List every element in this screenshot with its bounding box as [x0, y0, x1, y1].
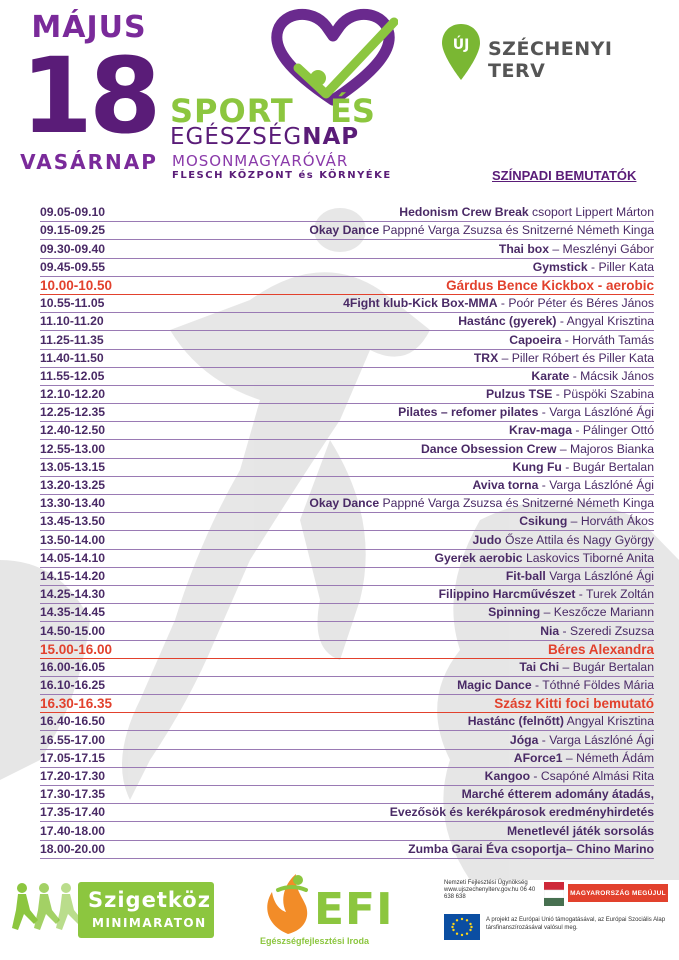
schedule-row: [40, 440, 654, 458]
schedule-activity: [190, 442, 654, 458]
schedule-row: [40, 713, 654, 731]
activity-name: Jóga: [509, 732, 539, 747]
schedule-activity: [190, 714, 654, 730]
schedule-activity: [190, 314, 654, 330]
activity-detail: - Turek Zoltán: [575, 587, 654, 602]
activity-detail: Ősze Attila és Nagy György: [501, 532, 654, 547]
logo-sport-text: SPORT: [170, 92, 294, 130]
activity-detail: Angyal Krisztina: [563, 714, 654, 729]
schedule-time: 09.15-09.25: [40, 223, 106, 238]
schedule-activity: [190, 605, 654, 621]
efi-subtitle: Egészségfejlesztési Iroda: [260, 936, 370, 946]
schedule-time: 14.50-15.00: [40, 623, 106, 638]
activity-detail: - Szeredi Zsuzsa: [559, 623, 654, 638]
schedule-time: 13.20-13.25: [40, 478, 106, 492]
logo-nap-text: NAP: [302, 124, 360, 150]
schedule-activity: [190, 405, 654, 421]
activity-name: Pilates – refomer pilates: [398, 405, 539, 420]
schedule-row: [40, 313, 654, 331]
logo-health-day-text: [170, 124, 359, 150]
activity-detail: Varga Lászlóné Ági: [545, 568, 654, 583]
schedule-activity: [190, 223, 654, 239]
schedule-activity: [190, 551, 654, 567]
schedule-activity: [190, 351, 654, 367]
hungarian-flag-icon: [544, 882, 564, 906]
activity-detail: – Németh Ádám: [562, 750, 654, 765]
schedule-activity: [190, 587, 654, 603]
activity-name: Kangoo: [484, 769, 531, 783]
szigetkoz-subtitle: MINIMARATON: [92, 916, 207, 930]
szechenyi-terv-text: SZÉCHENYI TERV: [488, 38, 613, 82]
schedule-activity: [190, 423, 654, 439]
schedule-time: 14.05-14.10: [40, 550, 106, 565]
schedule-row: [40, 531, 654, 549]
activity-name: Hastánc (felnőtt): [467, 714, 564, 729]
schedule-activity: [190, 733, 654, 749]
schedule-time: 11.25-11.35: [40, 332, 104, 347]
schedule-row: [40, 586, 654, 604]
schedule-row: [40, 222, 654, 240]
schedule-activity: [190, 660, 654, 676]
activity-name: Menetlevél játék sorsolás: [507, 823, 654, 838]
activity-name: Krav-maga: [509, 423, 573, 438]
schedule-time: 09.45-09.55: [40, 259, 106, 274]
schedule-activity: [190, 569, 654, 585]
activity-detail: Pappné Varga Zsuzsa és Snitzerné Németh Kinga: [379, 496, 654, 511]
activity-detail: Pappné Varga Zsuzsa és Snitzerné Németh Kinga: [379, 223, 654, 238]
schedule-activity: [190, 496, 654, 512]
activity-name: Csikung: [519, 514, 568, 529]
activity-name: Kung Fu: [512, 459, 562, 474]
schedule-time: 12.10-12.20: [40, 387, 106, 402]
schedule-row: [40, 731, 654, 749]
activity-detail: - Tóthné Földes Mária: [531, 678, 654, 693]
schedule-time: 13.30-13.40: [40, 496, 106, 511]
schedule-activity: [190, 369, 654, 385]
logo-health-text: EGÉSZSÉG: [170, 124, 303, 150]
schedule-row: [40, 259, 654, 277]
activity-name: Marché étterem adomány átadás,: [461, 787, 654, 802]
map-pin-icon: [442, 24, 480, 80]
schedule-time: 16.30-16.35: [40, 696, 113, 712]
schedule-time: 16.10-16.25: [40, 678, 106, 693]
schedule-activity: [190, 805, 654, 821]
schedule-time: 11.55-12.05: [40, 368, 105, 383]
schedule-time: 17.40-18.00: [40, 823, 106, 838]
schedule-row: [40, 495, 654, 513]
activity-name: Thai box: [498, 241, 549, 256]
schedule-row: [40, 677, 654, 695]
logo-es-text: ÉS: [330, 92, 375, 130]
activity-name: Hastánc (gyerek): [458, 314, 557, 329]
schedule-row: [40, 295, 654, 313]
activity-name: Okay Dance: [309, 496, 380, 511]
activity-name: 4Fight klub-Kick Box-MMA: [343, 296, 498, 311]
event-day-name: VASÁRNAP: [20, 150, 158, 174]
schedule-list: [40, 204, 654, 859]
runners-icon: [8, 880, 86, 940]
activity-detail: – Keszőcze Mariann: [540, 605, 654, 620]
activity-name: Evezősök és kerékpárosok eredményhirdetés: [389, 805, 654, 820]
activity-detail: - Mácsik János: [569, 368, 654, 383]
activity-detail: - Püspöki Szabina: [552, 387, 654, 402]
schedule-time: 16.00-16.05: [40, 659, 106, 674]
szigetkoz-minimaraton-logo: [8, 874, 213, 944]
activity-name: Nia: [540, 623, 560, 638]
schedule-time: 14.15-14.20: [40, 568, 106, 583]
activity-name: Zumba Garai Éva csoportja– Chino Marino: [408, 841, 654, 856]
schedule-row: [40, 750, 654, 768]
schedule-time: 13.45-13.50: [40, 514, 106, 529]
activity-name: Capoeira: [509, 332, 562, 347]
schedule-activity: [190, 533, 654, 549]
activity-name: TRX: [473, 350, 499, 365]
activity-name: Spinning: [488, 605, 541, 620]
activity-name: Filippino Harcművészet: [438, 587, 576, 602]
activity-name: Gárdus Bence Kickbox - aerobic: [446, 277, 654, 293]
activity-detail: - Varga Lászlóné Ági: [538, 405, 654, 420]
activity-detail: – Majoros Bianka: [556, 441, 654, 456]
schedule-activity: [190, 333, 654, 349]
schedule-row: [40, 477, 654, 495]
schedule-row: [40, 204, 654, 222]
eu-support-text: A projekt az Európai Unió támogatásával, az Európai Szociális Alap társfinanszírozásával valósul meg.: [486, 917, 666, 931]
schedule-row: [40, 804, 654, 822]
schedule-activity: [190, 514, 654, 530]
activity-detail: - Poór Péter és Béres János: [497, 296, 654, 311]
flame-figure-icon: [258, 870, 318, 936]
schedule-activity: [190, 751, 654, 767]
schedule-activity: [190, 769, 654, 785]
stage-performances-title: SZÍNPADI BEMUTATÓK: [492, 168, 637, 183]
schedule-time: 12.25-12.35: [40, 405, 106, 420]
schedule-activity: [190, 824, 654, 840]
activity-detail: – Horváth Ákos: [567, 514, 654, 529]
event-day: 18: [20, 35, 158, 157]
schedule-row: [40, 695, 654, 713]
schedule-row: [40, 513, 654, 531]
schedule-activity: [190, 387, 654, 403]
activity-name: Gyerek aerobic: [434, 550, 523, 565]
activity-name: Béres Alexandra: [547, 641, 654, 657]
schedule-row: [40, 368, 654, 386]
activity-detail: - Piller Kata: [587, 259, 654, 274]
schedule-row: [40, 404, 654, 422]
activity-name: Dance Obsession Crew: [420, 441, 557, 456]
eu-flag-icon: [444, 914, 480, 940]
schedule-time: 13.50-14.00: [40, 532, 106, 547]
schedule-time: 15.00-16.00: [40, 641, 113, 657]
activity-detail: - Bugár Bertalan: [561, 459, 654, 474]
schedule-row: [40, 604, 654, 622]
activity-name: Magic Dance: [457, 678, 532, 693]
activity-name: Fit-ball: [505, 568, 546, 583]
schedule-row: [40, 240, 654, 258]
schedule-time: 12.55-13.00: [40, 441, 106, 456]
schedule-time: 13.05-13.15: [40, 459, 106, 474]
schedule-row: [40, 568, 654, 586]
schedule-time: 17.35-17.40: [40, 805, 106, 820]
schedule-time: 11.10-11.20: [40, 314, 104, 329]
schedule-activity: [190, 678, 654, 694]
schedule-row: [40, 822, 654, 840]
activity-detail: – Meszlényi Gábor: [549, 241, 654, 256]
activity-name: Aviva torna: [472, 478, 539, 492]
activity-detail: – Bugár Bertalan: [559, 659, 654, 674]
activity-detail: - Angyal Krisztina: [556, 314, 654, 329]
schedule-time: 18.00-20.00: [40, 841, 106, 856]
schedule-time: 14.25-14.30: [40, 587, 106, 602]
activity-detail: – Piller Róbert és Piller Kata: [498, 350, 654, 365]
eu-funding-block: [444, 880, 670, 954]
schedule-time: 10.00-10.50: [40, 277, 113, 293]
event-date: [14, 12, 164, 174]
activity-name: Gymstick: [532, 259, 588, 274]
schedule-activity: [190, 624, 654, 640]
schedule-activity: [190, 787, 654, 803]
schedule-time: 11.40-11.50: [40, 350, 104, 365]
activity-name: Szász Kitti foci bemutató: [494, 696, 654, 712]
schedule-time: 09.30-09.40: [40, 241, 106, 256]
activity-name: Pulzus TSE: [486, 387, 553, 402]
schedule-time: 17.05-17.15: [40, 750, 106, 765]
schedule-activity: [190, 642, 654, 658]
activity-name: AForce1: [513, 750, 563, 765]
activity-detail: - Horváth Tamás: [561, 332, 654, 347]
activity-detail: Laskovics Tiborné Anita: [522, 550, 654, 565]
schedule-row: [40, 659, 654, 677]
szechenyi-terv-logo: [442, 24, 662, 94]
hungary-renews-badge: MAGYARORSZÁG MEGÚJUL: [568, 884, 668, 902]
schedule-activity: [190, 296, 654, 312]
logo-venue-text: FLESCH KÖZPONT és KÖRNYÉKE: [172, 170, 392, 181]
schedule-activity: [190, 842, 654, 858]
schedule-activity: [190, 205, 654, 221]
activity-name: Judo: [472, 532, 502, 547]
schedule-time: 17.30-17.35: [40, 787, 106, 802]
schedule-row: [40, 622, 654, 640]
schedule-row: [40, 641, 654, 659]
schedule-row: [40, 350, 654, 368]
logo-city-text: MOSONMAGYARÓVÁR: [172, 152, 349, 170]
activity-name: Hedonism Crew Break: [399, 205, 529, 220]
schedule-activity: [190, 260, 654, 276]
efi-logo: [258, 870, 418, 950]
activity-detail: - Pálinger Ottó: [572, 423, 654, 438]
schedule-row: [40, 550, 654, 568]
activity-detail: - Varga Lászlóné Ági: [538, 478, 654, 492]
schedule-time: 16.55-17.00: [40, 732, 106, 747]
schedule-time: 12.40-12.50: [40, 423, 106, 438]
schedule-row: [40, 331, 654, 349]
schedule-activity: [190, 478, 654, 494]
schedule-row: [40, 841, 654, 859]
schedule-row: [40, 386, 654, 404]
szigetkoz-title: Szigetköz: [88, 888, 211, 912]
activity-name: Okay Dance: [309, 223, 380, 238]
event-month: MÁJUS: [31, 10, 147, 45]
schedule-row: [40, 768, 654, 786]
activity-detail: - Varga Lászlóné Ági: [538, 732, 654, 747]
schedule-activity: [190, 460, 654, 476]
agency-text: Nemzeti Fejlesztési Ügynökség www.ujszechenyiterv.gov.hu 06 40 638 638: [444, 880, 536, 900]
schedule-time: 10.55-11.05: [40, 296, 105, 311]
activity-detail: - Csapóné Almási Rita: [530, 769, 654, 783]
schedule-row: [40, 786, 654, 804]
schedule-time: 17.20-17.30: [40, 769, 106, 783]
schedule-row: [40, 459, 654, 477]
schedule-activity: [190, 696, 654, 712]
efi-text: EFI: [314, 884, 394, 935]
szechenyi-pin-text: ÚJ: [452, 37, 470, 53]
schedule-row: [40, 422, 654, 440]
activity-detail: csoport Lippert Márton: [528, 205, 654, 220]
schedule-activity: [190, 242, 654, 258]
schedule-time: 09.05-09.10: [40, 205, 106, 220]
schedule-row: [40, 277, 654, 295]
schedule-activity: [190, 278, 654, 294]
schedule-time: 16.40-16.50: [40, 714, 106, 729]
activity-name: Tai Chi: [519, 659, 560, 674]
schedule-time: 14.35-14.45: [40, 605, 106, 620]
activity-name: Karate: [531, 368, 570, 383]
